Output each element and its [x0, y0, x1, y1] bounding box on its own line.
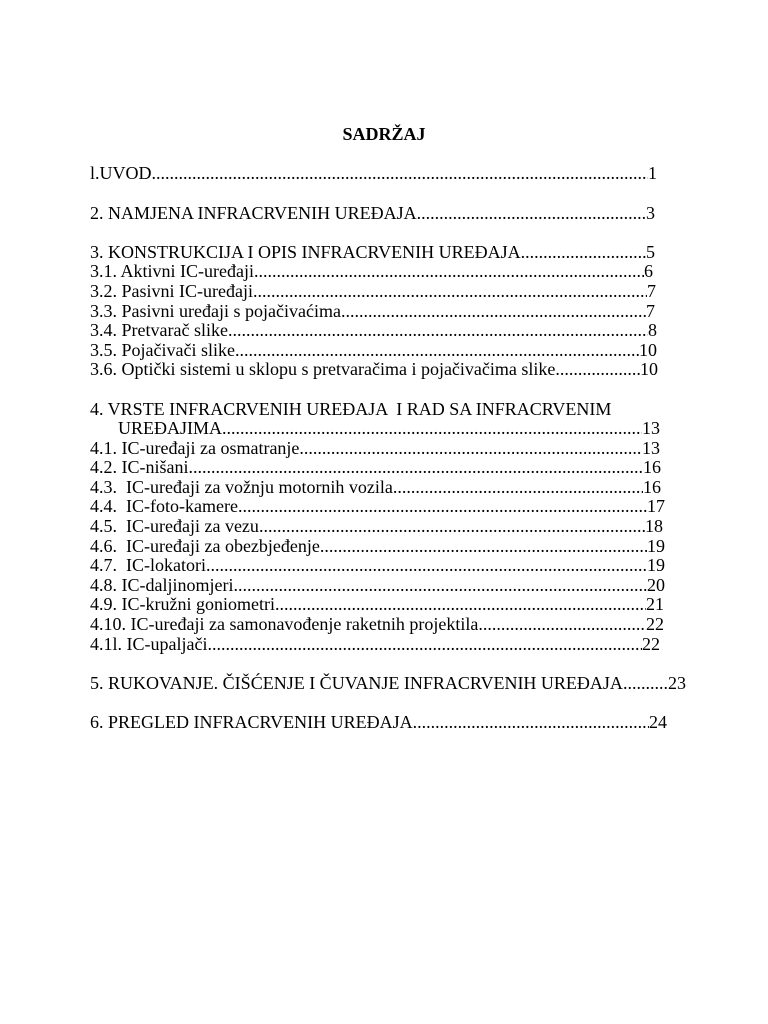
toc-entry — [90, 360, 658, 380]
dot-leader — [152, 164, 649, 184]
toc-entry-label: 6. PREGLED INFRACRVENIH UREĐAJA — [90, 712, 413, 732]
toc-entry-page: 16 — [643, 457, 661, 478]
toc-spacer — [90, 693, 686, 713]
toc-entry — [90, 556, 665, 576]
toc-entry-continuation — [90, 419, 660, 439]
toc-entry — [90, 243, 655, 263]
toc-entry-label: 2. NAMJENA INFRACRVENIH UREĐAJA — [90, 202, 417, 223]
toc-entry-page: 24 — [649, 712, 667, 732]
toc-spacer — [90, 223, 686, 243]
toc-entry-page: 22 — [642, 633, 660, 654]
toc-entry-page: 10 — [639, 339, 657, 360]
toc-entry-page: 17 — [647, 496, 665, 517]
toc-entry — [90, 400, 660, 420]
toc-entry-label: l.UVOD — [90, 163, 152, 184]
dot-leader — [235, 341, 639, 361]
toc-entry-label: 4.5. IC-uređaji za vezu — [90, 516, 259, 537]
dot-leader — [222, 419, 642, 439]
dot-leader — [228, 321, 648, 341]
toc-entry — [90, 341, 657, 361]
dot-leader — [393, 478, 643, 498]
toc-entry-label: 3.2. Pasivni IC-uređaji — [90, 280, 253, 301]
toc-entry-label: 4. VRSTE INFRACRVENIH UREĐAJA I RAD SA INFRACRVENIM — [90, 398, 612, 419]
toc-entry-label: 3.1. Aktivni IC-uređaji — [90, 261, 254, 282]
toc-entry-page: 10 — [640, 359, 658, 380]
toc-entry — [90, 595, 664, 615]
toc-entry-label: 4.2. IC-nišani — [90, 457, 189, 478]
dot-leader — [341, 302, 646, 322]
toc-entry-page: 23 — [668, 672, 686, 693]
toc-entry-label: 3.6. Optički sistemi u sklopu s pretvaračima i pojačivačima slike — [90, 359, 556, 380]
toc-entry-page: 13 — [642, 418, 660, 439]
toc-entry-page: 18 — [645, 516, 663, 537]
dot-leader — [623, 674, 668, 694]
toc-entry-label: 3.4. Pretvarač slike — [90, 320, 228, 341]
toc-entry-page: 5 — [646, 241, 655, 262]
toc-spacer — [90, 380, 686, 400]
dot-leader — [207, 635, 642, 655]
toc-entry-label: 4.10. IC-uređaji za samonavođenje raketnih projektila — [90, 614, 479, 635]
toc-entry-page: 13 — [642, 437, 660, 458]
toc-entry — [90, 576, 665, 596]
dot-leader — [320, 537, 647, 557]
toc-entry — [90, 458, 661, 478]
toc-entry — [90, 439, 660, 459]
toc-entry-page: 6 — [644, 261, 653, 282]
toc-entry-page: 22 — [646, 614, 664, 635]
toc-entry-label: 4.9. IC-kružni goniometri — [90, 594, 275, 615]
toc-entry-label: 4.4. IC-foto-kamere — [90, 496, 238, 517]
dot-leader — [259, 517, 645, 537]
toc-entry — [90, 497, 665, 517]
toc-entry-page: 7 — [647, 280, 656, 301]
toc-entry-page: 7 — [646, 300, 655, 321]
toc-spacer — [90, 654, 686, 674]
toc-entry-label: 3.5. Pojačivači slike — [90, 339, 235, 360]
toc-entry-page: 20 — [647, 574, 665, 595]
toc-entry-page: 3 — [646, 202, 655, 223]
toc-entry — [90, 282, 656, 302]
dot-leader — [417, 204, 646, 224]
toc-entry-label: 3.3. Pasivni uređaji s pojačivaćima — [90, 300, 341, 321]
toc-entry — [90, 537, 665, 557]
toc-entry — [90, 674, 686, 694]
toc-entry — [90, 302, 655, 322]
page-title: SADRŽAJ — [342, 124, 426, 145]
dot-leader — [413, 713, 649, 733]
dot-leader — [521, 243, 646, 263]
toc-entry-page: 21 — [646, 594, 664, 615]
dot-leader — [233, 576, 647, 596]
toc-entry-page: 1 — [648, 163, 657, 184]
toc-entry-label: 4.6. IC-uređaji za obezbjeđenje — [90, 535, 320, 556]
toc-spacer — [90, 145, 686, 165]
dot-leader — [253, 282, 647, 302]
toc-entry-label: 4.8. IC-daljinomjeri — [90, 574, 234, 595]
toc-entry-page: 19 — [647, 535, 665, 556]
dot-leader — [206, 556, 647, 576]
toc-entry-label: 4.1. IC-uređaji za osmatranje — [90, 437, 300, 458]
dot-leader — [299, 439, 642, 459]
toc-entry — [90, 164, 657, 184]
toc-entry — [90, 321, 657, 341]
toc-entry-label: 5. RUKOVANJE. ČIŠĆENJE I ČUVANJE INFRACRVENIH UREĐAJA — [90, 672, 623, 693]
toc-entry-page: 8 — [648, 320, 657, 341]
toc-entry-label: 4.7. IC-lokatori — [90, 555, 206, 576]
toc-spacer — [90, 184, 686, 204]
dot-leader — [189, 458, 644, 478]
toc-entry — [90, 713, 667, 733]
toc-entry-page: 16 — [643, 476, 661, 497]
table-of-contents — [90, 125, 686, 732]
toc-entry-label: 4.1l. IC-upaljači — [90, 633, 208, 654]
toc-entry — [90, 635, 660, 655]
toc-entry — [90, 478, 661, 498]
dot-leader — [478, 615, 646, 635]
toc-entry-label: 3. KONSTRUKCIJA I OPIS INFRACRVENIH UREĐAJA — [90, 241, 521, 262]
dot-leader — [555, 360, 640, 380]
toc-entry — [90, 517, 663, 537]
toc-entry-label: 4.3. IC-uređaji za vožnju motornih vozila — [90, 476, 393, 497]
dot-leader — [275, 595, 646, 615]
toc-entry — [90, 204, 655, 224]
toc-entry-label: UREĐAJIMA — [118, 418, 223, 439]
toc-entry — [90, 262, 653, 282]
toc-entry-page: 19 — [647, 555, 665, 576]
dot-leader — [254, 262, 644, 282]
dot-leader — [238, 497, 647, 517]
toc-entry — [90, 615, 664, 635]
